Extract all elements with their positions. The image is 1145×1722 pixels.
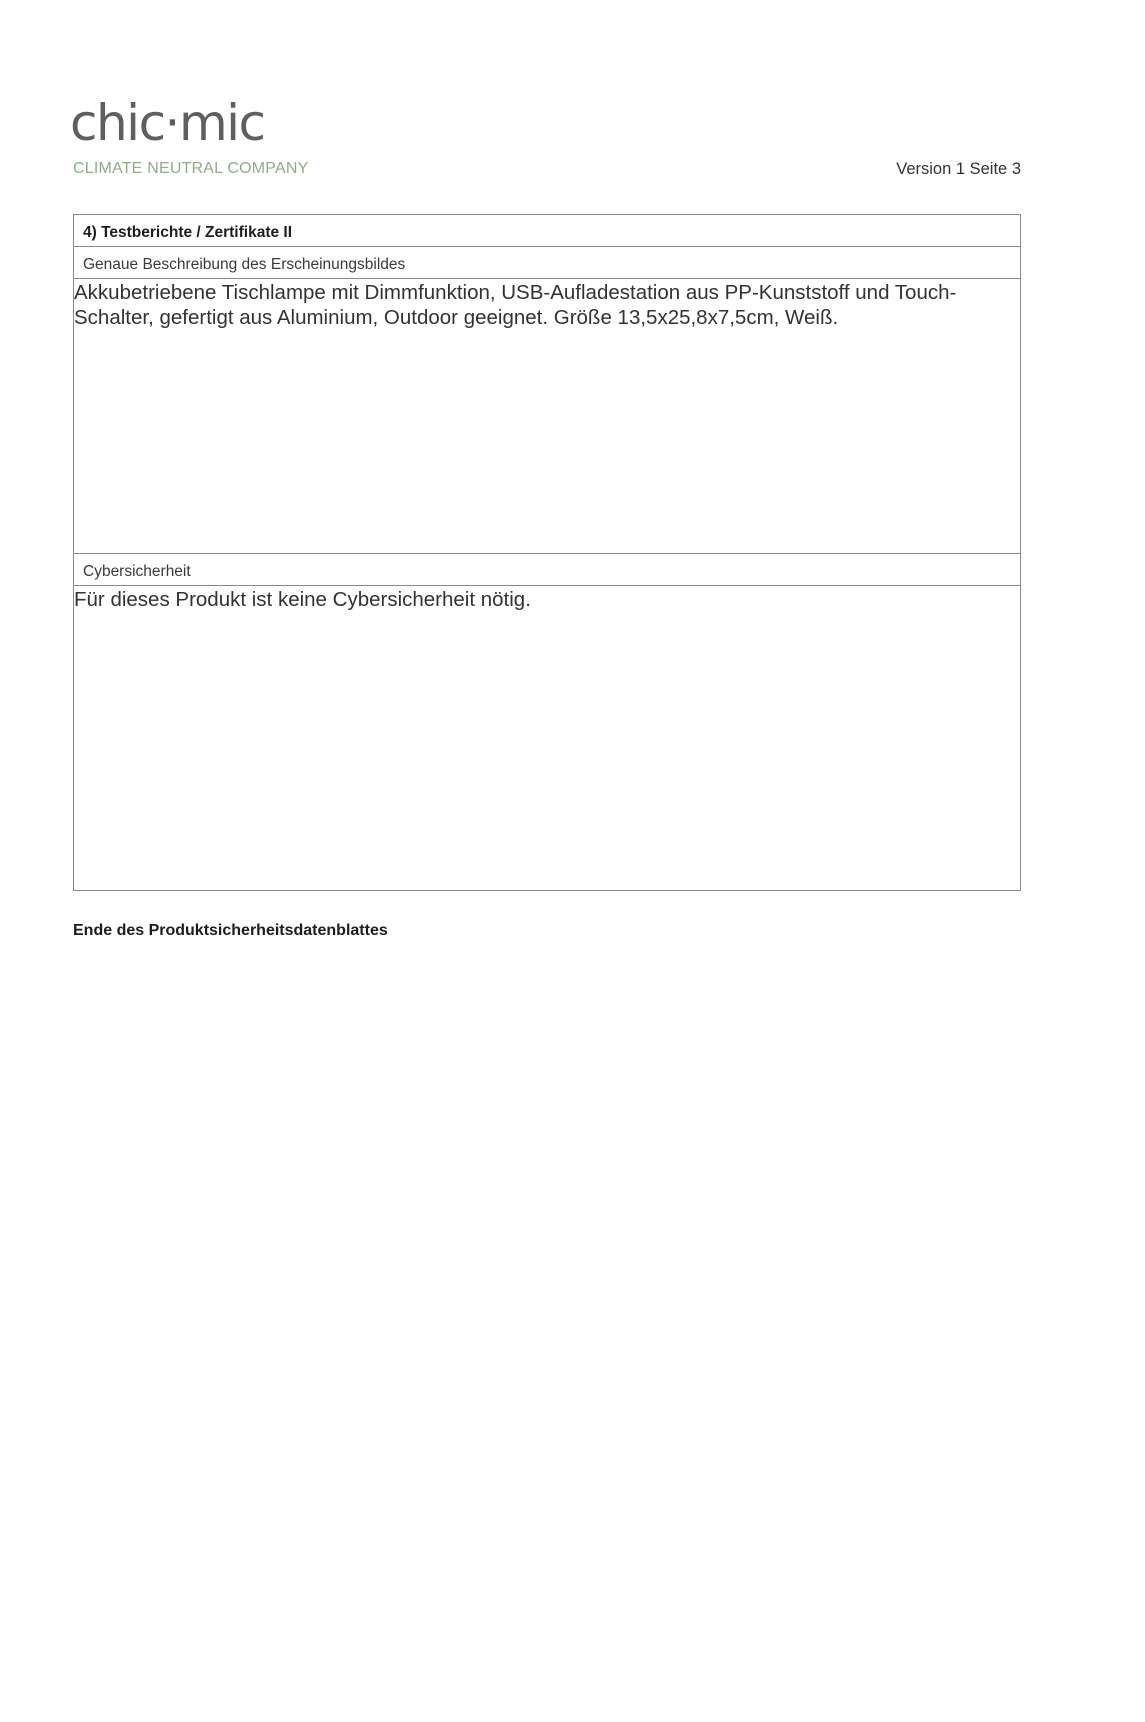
section-heading: 4) Testberichte / Zertifikate II: [74, 215, 1020, 247]
company-logo: [70, 98, 310, 150]
end-of-sheet-note: Ende des Produktsicherheitsdatenblattes: [73, 922, 388, 939]
appearance-description-label: Genaue Beschreibung des Erscheinungsbildes: [74, 247, 1020, 279]
version-page-label: Version 1 Seite 3: [896, 160, 1021, 178]
company-tagline: CLIMATE NEUTRAL COMPANY: [73, 160, 309, 177]
appearance-description-value: Akkubetriebene Tischlampe mit Dimmfunktion, USB-Aufladestation aus PP-Kunststoff und Touch-Schalter, gefertigt aus Aluminium, Outdoor geeignet. Größe 13,5x25,8x7,5cm, Weiß.: [74, 279, 1020, 554]
cybersecurity-label: Cybersicherheit: [74, 554, 1020, 586]
cybersecurity-value: Für dieses Produkt ist keine Cybersicherheit nötig.: [74, 588, 531, 611]
certificate-table: [73, 214, 1021, 891]
svg-text:chic·mic: chic·mic: [70, 98, 265, 150]
